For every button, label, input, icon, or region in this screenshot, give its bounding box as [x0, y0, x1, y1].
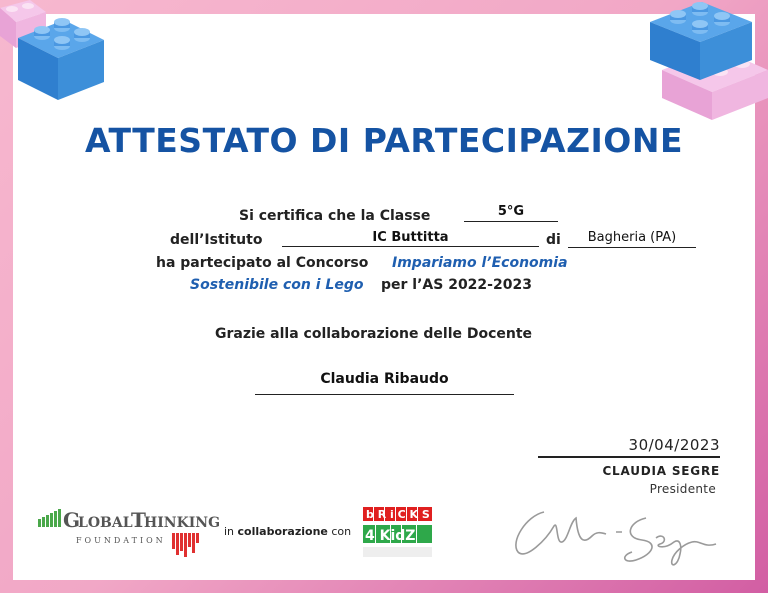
contest-prefix: ha partecipato al Concorso — [156, 255, 369, 271]
svg-text:4 KidZ: 4 KidZ — [365, 528, 416, 544]
signature-underline — [538, 456, 720, 458]
collaboration-text: in collaborazione con — [224, 525, 352, 538]
institute-underline — [282, 246, 539, 247]
thanks-text: Grazie alla collaborazione delle Docente — [215, 326, 533, 342]
signatory-role: Presidente — [649, 482, 716, 496]
svg-text:FOUNDATION: FOUNDATION — [76, 536, 166, 545]
contest-name-part1: Impariamo l’Economia — [392, 255, 568, 271]
signatory-name: CLAUDIA SEGRE — [602, 464, 720, 478]
institute-value: IC Buttitta — [372, 230, 449, 245]
class-underline — [464, 221, 558, 222]
svg-text:T: T — [131, 508, 146, 532]
handwritten-signature-icon — [496, 482, 726, 572]
certificate-title: ATTESTATO DI PARTECIPAZIONE — [85, 121, 683, 160]
institute-label: dell’Istituto — [170, 232, 263, 248]
school-year: per l’AS 2022-2023 — [381, 277, 532, 293]
class-value: 5°G — [497, 204, 525, 219]
svg-text:LOBAL: LOBAL — [78, 515, 133, 531]
lego-bricks-top-right-icon — [648, 0, 768, 122]
city-value: Bagheria (PA) — [587, 230, 677, 245]
signature-date: 30/04/2023 — [628, 436, 720, 454]
lego-bricks-top-left-icon — [0, 0, 110, 105]
bricks-4-kidz-logo — [361, 503, 437, 563]
svg-text:HINKING: HINKING — [144, 515, 221, 531]
class-label: Si certifica che la Classe — [239, 208, 431, 224]
contest-name-part2: Sostenibile con i Lego — [190, 277, 364, 293]
svg-text:b R i C K S: b R i C K S — [366, 508, 430, 521]
city-underline — [568, 247, 696, 248]
global-thinking-foundation-logo — [38, 503, 221, 561]
svg-text:G: G — [63, 508, 81, 532]
teacher-underline — [255, 394, 514, 395]
teacher-value: Claudia Ribaudo — [320, 371, 449, 387]
di-label: di — [546, 232, 561, 248]
